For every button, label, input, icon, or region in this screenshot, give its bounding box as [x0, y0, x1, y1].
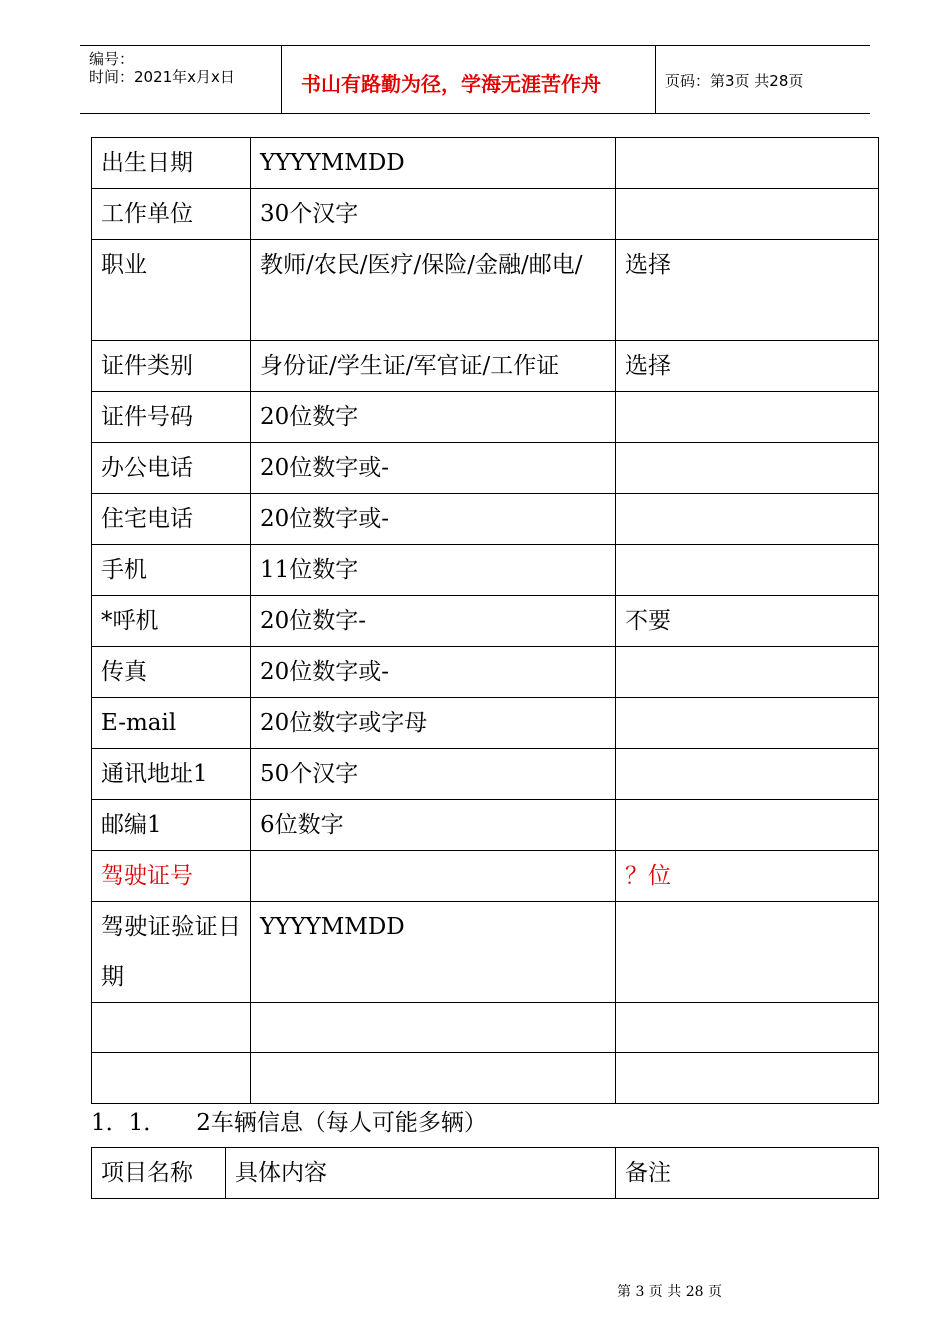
- table-row: [92, 443, 879, 494]
- field-content-cell: [251, 1053, 616, 1104]
- field-note-cell: 选择: [616, 341, 879, 392]
- field-note-cell: [616, 138, 879, 189]
- header-page-info: 页码：第3页 共28页: [665, 72, 804, 90]
- field-name-cell: [92, 1053, 251, 1104]
- field-note-cell: 不要: [616, 596, 879, 647]
- field-content-cell: 教师/农民/医疗/保险/金融/邮电/: [251, 240, 616, 341]
- vehicle-info-table: [91, 1147, 879, 1199]
- field-name-cell: 证件类别: [92, 341, 251, 392]
- header-divider-right: [655, 45, 656, 113]
- header-motto: 书山有路勤为径，学海无涯苦作舟: [301, 72, 601, 96]
- header-top-rule: [80, 45, 870, 46]
- column-header-content: 具体内容: [226, 1148, 616, 1199]
- page-footer: 第 3 页 共 28 页: [617, 1284, 722, 1300]
- header-number-label: 编号：: [89, 50, 135, 68]
- table-row: [92, 596, 879, 647]
- field-content-cell: [251, 1003, 616, 1053]
- field-name-cell: 通讯地址1: [92, 749, 251, 800]
- field-content-cell: 20位数字或-: [251, 494, 616, 545]
- field-content-cell: 20位数字或字母: [251, 698, 616, 749]
- table-row: [92, 902, 879, 1003]
- field-name-cell: 邮编1: [92, 800, 251, 851]
- table-row: [92, 138, 879, 189]
- header-bottom-rule: [80, 113, 870, 114]
- field-note-cell: [616, 545, 879, 596]
- field-note-cell: [616, 902, 879, 1003]
- table-row: [92, 341, 879, 392]
- field-note-cell: [616, 698, 879, 749]
- field-content-cell: YYYYMMDD: [251, 138, 616, 189]
- field-name-cell: 传真: [92, 647, 251, 698]
- header-divider-left: [281, 45, 282, 113]
- field-name-cell: 证件号码: [92, 392, 251, 443]
- table-row: [92, 545, 879, 596]
- field-name-cell: E-mail: [92, 698, 251, 749]
- table-row: [92, 1053, 879, 1104]
- table-row: [92, 800, 879, 851]
- field-content-cell: [251, 851, 616, 902]
- field-note-cell: [616, 647, 879, 698]
- field-content-cell: 11位数字: [251, 545, 616, 596]
- field-content-cell: 50个汉字: [251, 749, 616, 800]
- field-spec-table: [91, 137, 879, 1104]
- field-name-cell: 手机: [92, 545, 251, 596]
- table-header-row: [92, 1148, 879, 1199]
- table-row: [92, 494, 879, 545]
- field-name-cell: 工作单位: [92, 189, 251, 240]
- field-name-cell: [92, 1003, 251, 1053]
- field-note-cell: [616, 1003, 879, 1053]
- field-name-cell: 驾驶证号: [92, 851, 251, 902]
- field-note-cell: [616, 749, 879, 800]
- header-time-label: 时间：2021年x月x日: [89, 68, 235, 86]
- field-name-cell: 驾驶证验证日期: [92, 902, 251, 1003]
- field-note-cell: 选择: [616, 240, 879, 341]
- table-row: [92, 851, 879, 902]
- field-content-cell: 身份证/学生证/军官证/工作证: [251, 341, 616, 392]
- field-note-cell: [616, 800, 879, 851]
- field-name-cell: *呼机: [92, 596, 251, 647]
- column-header-remarks: 备注: [616, 1148, 879, 1199]
- section-number: 1．1．: [91, 1110, 167, 1136]
- table-row: [92, 1003, 879, 1053]
- section-heading: [91, 1108, 487, 1138]
- table-row: [92, 392, 879, 443]
- field-note-cell: [616, 392, 879, 443]
- field-name-cell: 办公电话: [92, 443, 251, 494]
- field-name-cell: 职业: [92, 240, 251, 341]
- field-content-cell: 20位数字或-: [251, 647, 616, 698]
- field-content-cell: 6位数字: [251, 800, 616, 851]
- field-content-cell: 30个汉字: [251, 189, 616, 240]
- field-content-cell: 20位数字: [251, 392, 616, 443]
- field-note-cell: [616, 494, 879, 545]
- field-name-cell: 住宅电话: [92, 494, 251, 545]
- column-header-item-name: 项目名称: [92, 1148, 226, 1199]
- table-row: [92, 749, 879, 800]
- table-row: [92, 189, 879, 240]
- section-title: 2车辆信息（每人可能多辆）: [196, 1110, 487, 1136]
- field-content-cell: 20位数字或-: [251, 443, 616, 494]
- field-content-cell: YYYYMMDD: [251, 902, 616, 1003]
- field-note-cell: [616, 189, 879, 240]
- table-row: [92, 647, 879, 698]
- field-note-cell: [616, 1053, 879, 1104]
- table-row: [92, 240, 879, 341]
- field-note-cell: [616, 443, 879, 494]
- field-content-cell: 20位数字-: [251, 596, 616, 647]
- table-row: [92, 698, 879, 749]
- field-note-cell: ？位: [616, 851, 879, 902]
- field-name-cell: 出生日期: [92, 138, 251, 189]
